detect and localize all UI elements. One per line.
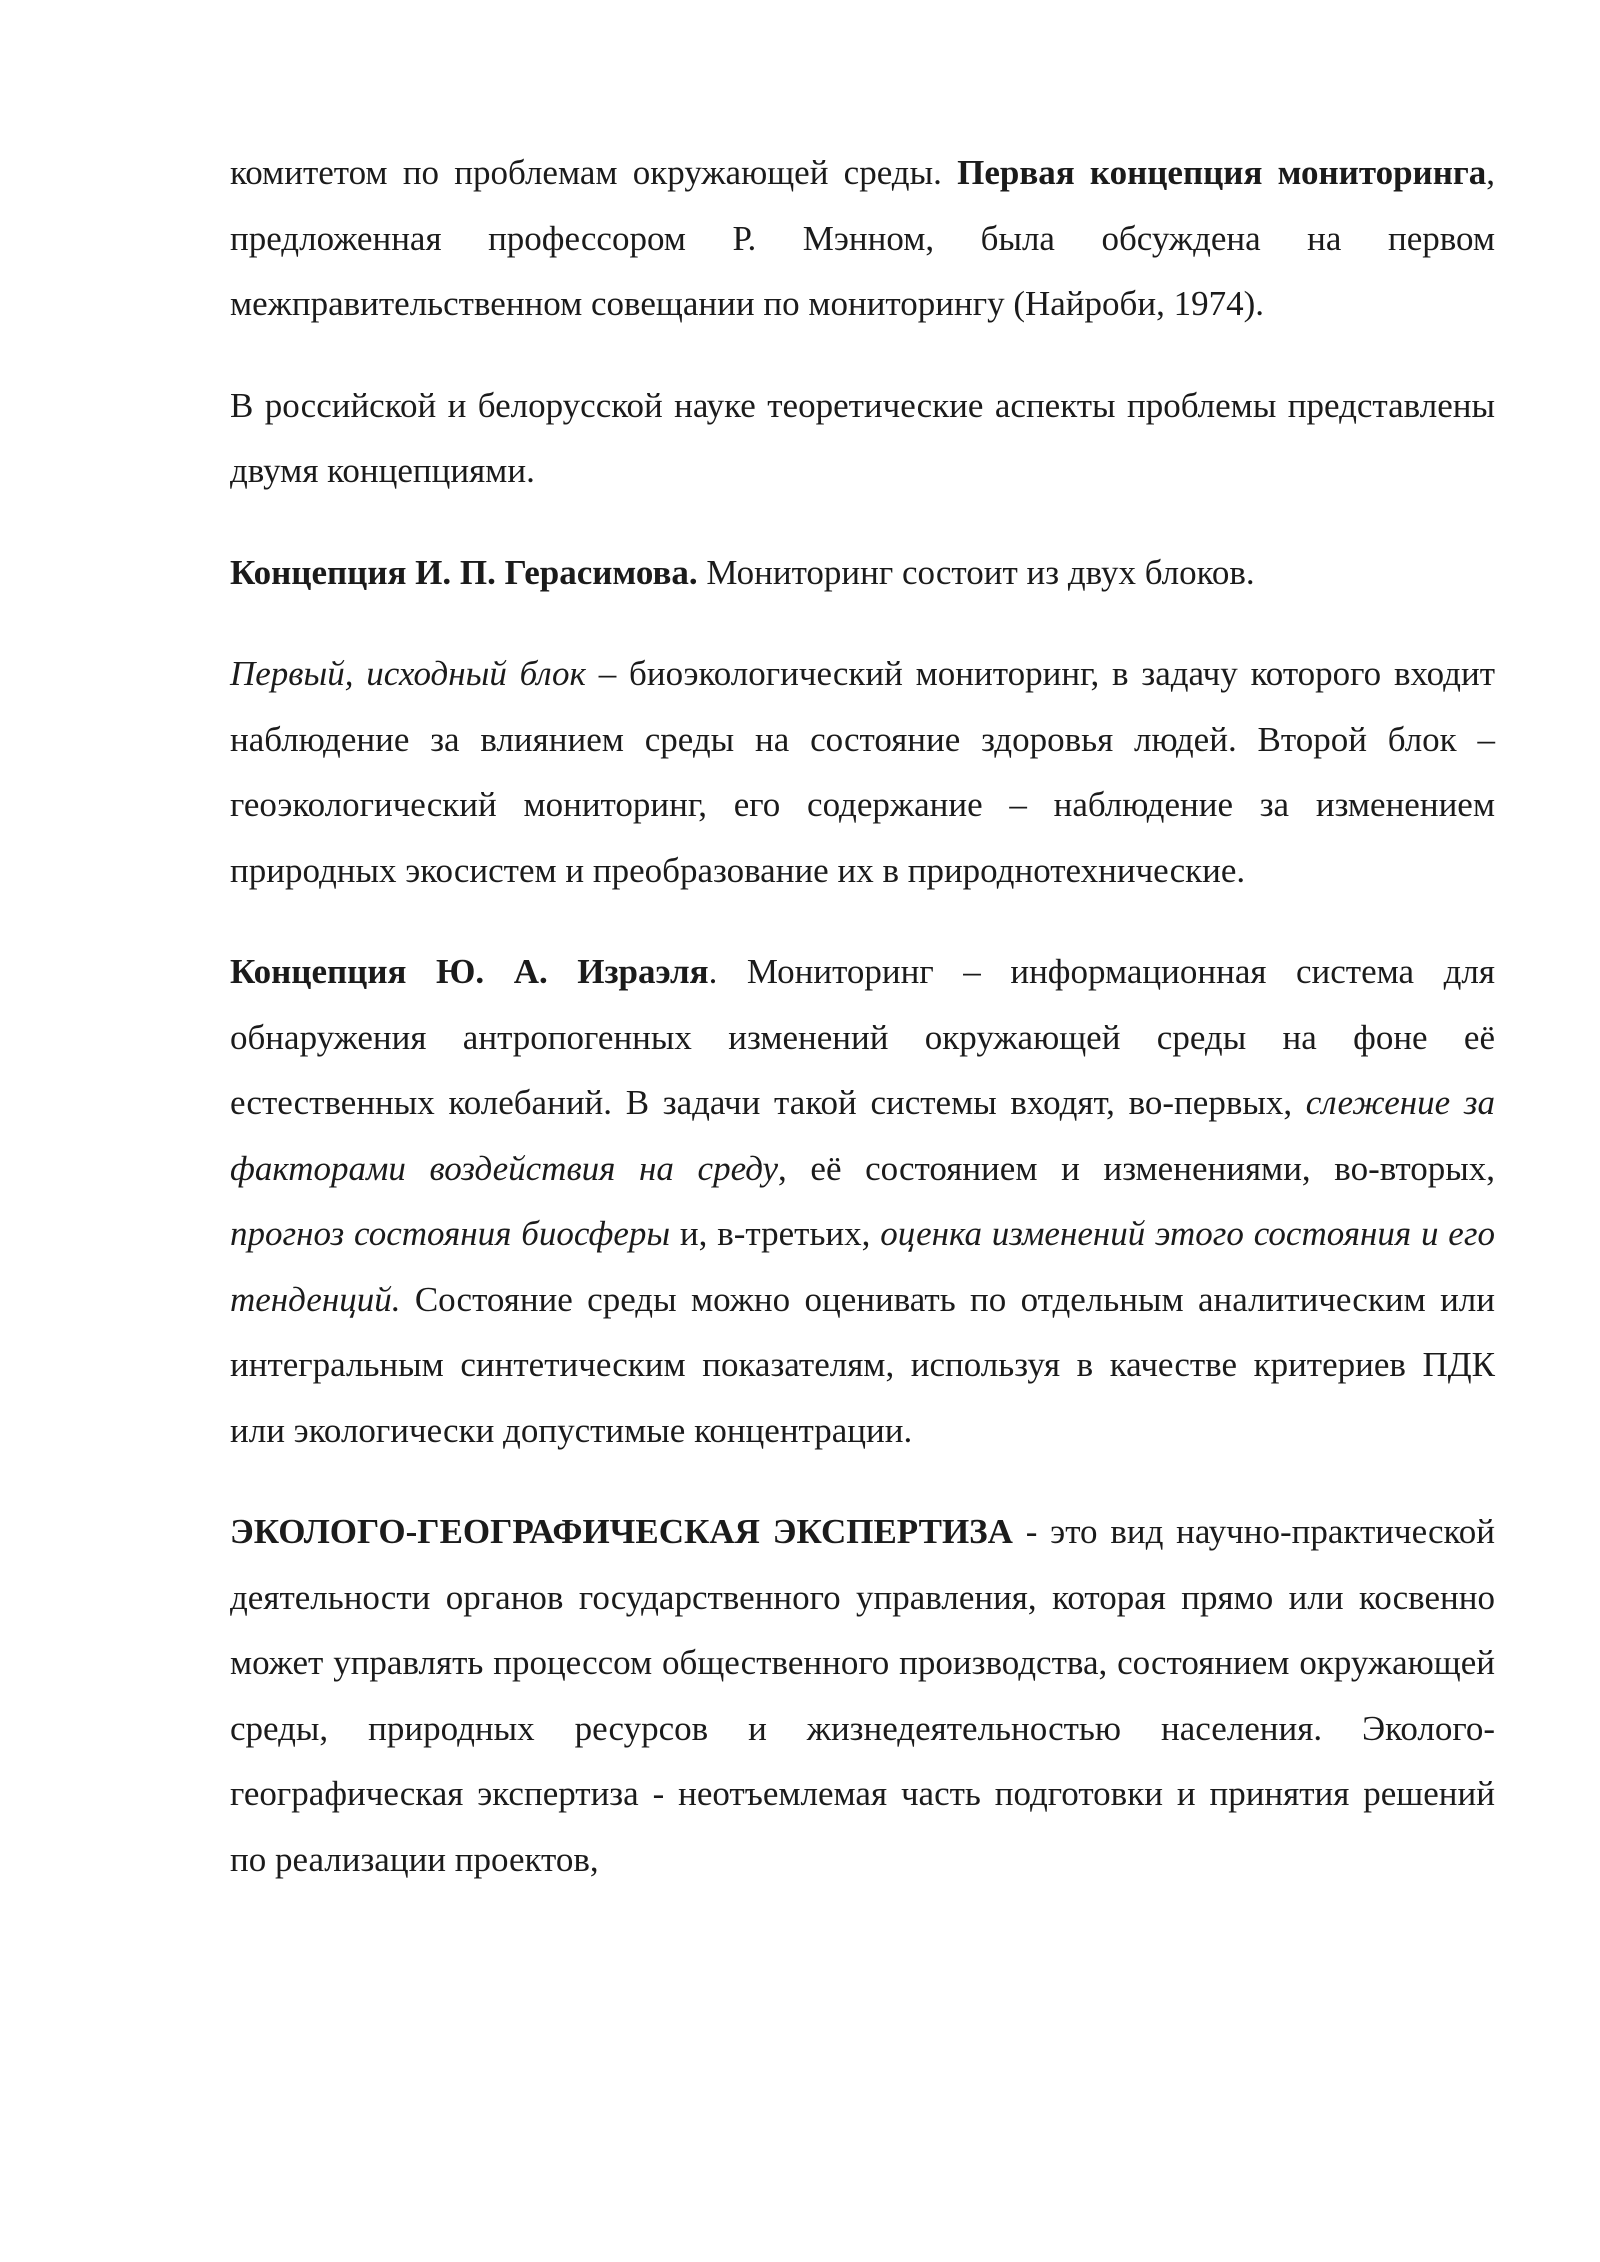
- bold-term-izrael: Концепция Ю. А. Израэля: [230, 952, 709, 991]
- italic-term-first-block: Первый, исходный блок: [230, 654, 586, 693]
- paragraph-text: комитетом по проблемам окружающей среды.: [230, 153, 958, 192]
- paragraph-text: - это вид научно-практической деятельности органов государственного управления, которая прямо или косвенно может управлять процессом общественного производства, состоянием окружающей среды, природных ресурсов и жизнедеятельностью населения. Эколого-географическая экспертиза - неотъемлемая часть подготовки и принятия решений по реализации проектов,: [230, 1512, 1495, 1879]
- italic-term-assessment: оценка изменений этого состояния и его тенденций.: [230, 1214, 1495, 1319]
- paragraph-text: , её состоянием и изменениями, во-вторых,: [778, 1148, 1495, 1188]
- italic-term-forecast: прогноз состояния биосферы: [230, 1214, 671, 1253]
- italic-term-tracking: слежение за факторами воздействия на среду: [230, 1083, 1495, 1188]
- paragraph-text: и, в-третьих,: [670, 1214, 881, 1253]
- paragraph-text: Мониторинг состоит из двух блоков.: [697, 552, 1255, 592]
- document-page: [230, 140, 1495, 1928]
- bold-term-first-concept: Первая концепция мониторинга: [957, 153, 1487, 192]
- paragraph-text: . Мониторинг – информационная система для обнаружения антропогенных изменений окружающей среды на фоне её естественных колебаний. В задачи такой системы входят, во-первых,: [230, 952, 1495, 1122]
- paragraph-text: Состояние среды можно оценивать по отдельным аналитическим или интегральным синтетическим показателям, используя в качестве критериев ПДК или экологически допустимые концентрации.: [230, 1279, 1495, 1450]
- paragraph-expertise: [230, 1499, 1495, 1892]
- paragraph-text: В российской и белорусской науке теоретические аспекты проблемы представлены двумя концепциями.: [230, 385, 1495, 490]
- bold-term-gerasimov: Концепция И. П. Герасимова.: [230, 552, 698, 592]
- paragraph-text: – биоэкологический мониторинг, в задачу которого входит наблюдение за влиянием среды на состояние здоровья людей. Второй блок – геоэкологический мониторинг, его содержание – наблюдение за изменением природных экосистем и преобразование их в природнотехнические.: [230, 654, 1495, 890]
- paragraph-izrael-concept: [230, 939, 1495, 1463]
- paragraph-two-concepts: [230, 373, 1495, 504]
- paragraph-monitoring-concept: [230, 140, 1495, 337]
- paragraph-first-block: [230, 641, 1495, 903]
- paragraph-gerasimov-concept: [230, 540, 1495, 606]
- bold-term-expertise: ЭКОЛОГО-ГЕОГРАФИЧЕСКАЯ ЭКСПЕРТИЗА: [230, 1512, 1013, 1551]
- paragraph-text: , предложенная профессором Р. Мэнном, была обсуждена на первом межправительственном совещании по мониторингу (Найроби, 1974).: [230, 153, 1496, 323]
